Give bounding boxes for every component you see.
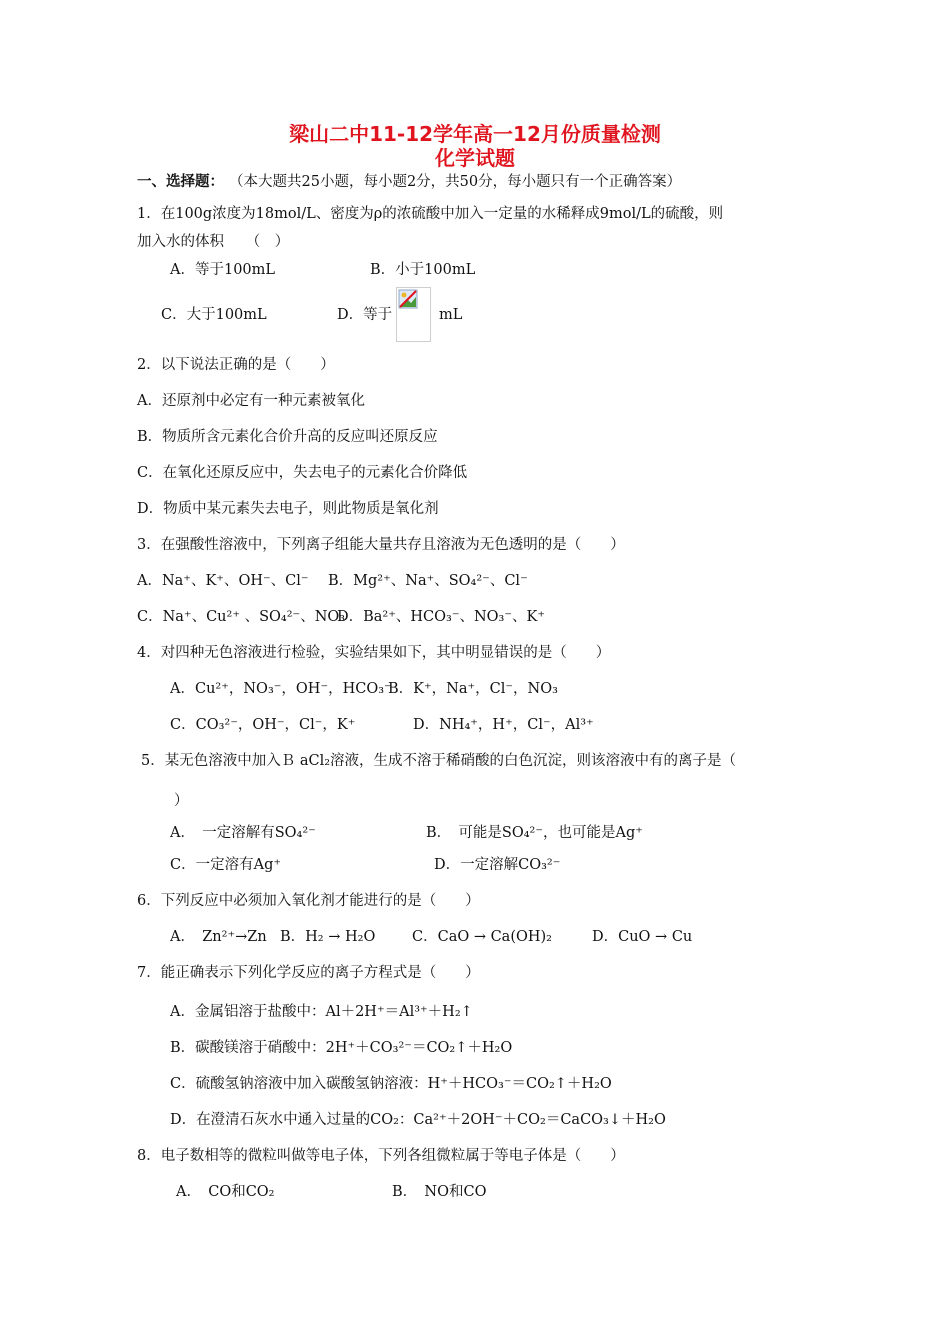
q3-option-d: D．Ba²⁺、HCO₃⁻、NO₃⁻、K⁺: [337, 609, 546, 625]
q3-stem: 3．在强酸性溶液中，下列离子组能大量共存且溶液为无色透明的是（ ）: [137, 537, 625, 553]
q2-stem: 2．以下说法正确的是（ ）: [137, 357, 335, 373]
section-heading: 一、选择题：: [137, 173, 224, 190]
q2-option-a: A．还原剂中必定有一种元素被氧化: [137, 393, 365, 409]
q6-option-b: B．H₂ → H₂O: [280, 929, 376, 945]
q7-option-d: D．在澄清石灰水中通入过量的CO₂：Ca²⁺＋2OH⁻＋CO₂＝CaCO₃↓＋H₂O: [170, 1112, 666, 1128]
q4-option-c: C．CO₃²⁻，OH⁻，Cl⁻，K⁺: [170, 717, 356, 733]
page-title: 梁山二中11-12学年高一12月份质量检测: [289, 122, 661, 146]
q3-option-b: B．Mg²⁺、Na⁺、SO₄²⁻、Cl⁻: [328, 573, 528, 589]
q4-stem: 4．对四种无色溶液进行检验，实验结果如下，其中明显错误的是（ ）: [137, 645, 611, 661]
q2-option-d: D．物质中某元素失去电子，则此物质是氧化剂: [137, 501, 439, 517]
q1-option-d-unit: mL: [439, 307, 463, 323]
q8-option-b: B． NO和CO: [392, 1184, 487, 1200]
q2-option-b: B．物质所含元素化合价升高的反应叫还原反应: [137, 429, 438, 445]
q4-option-d: D．NH₄⁺，H⁺，Cl⁻，Al³⁺: [413, 717, 594, 733]
q5-option-b: B． 可能是SO₄²⁻，也可能是Ag⁺: [426, 825, 643, 841]
q8-option-a: A． CO和CO₂: [176, 1184, 275, 1200]
q5-option-c: C．一定溶有Ag⁺: [170, 857, 282, 873]
q6-stem: 6．下列反应中必须加入氧化剂才能进行的是（ ）: [137, 893, 480, 909]
q7-stem: 7．能正确表示下列化学反应的离子方程式是（ ）: [137, 965, 480, 981]
section-note: （本大题共25小题，每小题2分，共50分，每小题只有一个正确答案）: [229, 174, 682, 190]
q7-option-b: B．碳酸镁溶于硝酸中：2H⁺＋CO₃²⁻＝CO₂↑＋H₂O: [170, 1040, 513, 1056]
q8-stem: 8．电子数相等的微粒叫做等电子体，下列各组微粒属于等电子体是（ ）: [137, 1148, 625, 1164]
q6-option-c: C．CaO → Ca(OH)₂: [412, 929, 552, 945]
q4-option-b: B．K⁺，Na⁺，Cl⁻，NO₃: [388, 681, 558, 697]
q2-option-c: C．在氧化还原反应中，失去电子的元素化合价降低: [137, 465, 468, 481]
q5-option-a: A． 一定溶解有SO₄²⁻: [170, 825, 316, 841]
q1-stem-line1: 1．在100g浓度为18mol/L、密度为ρ的浓硫酸中加入一定量的水稀释成9mol/L的硫酸，则: [137, 206, 724, 222]
page-subtitle: 化学试题: [435, 146, 515, 170]
q4-option-a: A．Cu²⁺，NO₃⁻，OH⁻，HCO₃⁻: [170, 681, 392, 697]
q5-option-d: D．一定溶解CO₃²⁻: [434, 857, 561, 873]
q5-stem-line1: 5．某无色溶液中加入Ｂ aCl₂溶液，生成不溶于稀硝酸的白色沉淀，则该溶液中有的离子是（: [141, 753, 737, 769]
q3-option-a: A．Na⁺、K⁺、OH⁻、Cl⁻: [137, 573, 309, 589]
q1-option-b: B．小于100mL: [370, 262, 476, 278]
q5-stem-line2: ）: [174, 793, 189, 809]
broken-image-icon: [396, 287, 431, 342]
q1-option-c: C．大于100mL: [161, 307, 267, 323]
q6-option-d: D．CuO → Cu: [592, 929, 693, 945]
q7-option-c: C．硫酸氢钠溶液中加入碳酸氢钠溶液：H⁺＋HCO₃⁻＝CO₂↑＋H₂O: [170, 1076, 612, 1092]
q6-option-a: A． Zn²⁺→Zn: [170, 929, 267, 945]
q1-option-a: A．等于100mL: [170, 262, 276, 278]
q3-option-c: C．Na⁺、Cu²⁺ 、SO₄²⁻、NO₃: [137, 609, 346, 625]
q7-option-a: A．金属铝溶于盐酸中：Al＋2H⁺＝Al³⁺＋H₂↑: [170, 1004, 473, 1020]
q1-option-d-prefix: D．等于: [337, 307, 393, 323]
q1-stem-line2: 加入水的体积 （ ）: [137, 234, 290, 250]
